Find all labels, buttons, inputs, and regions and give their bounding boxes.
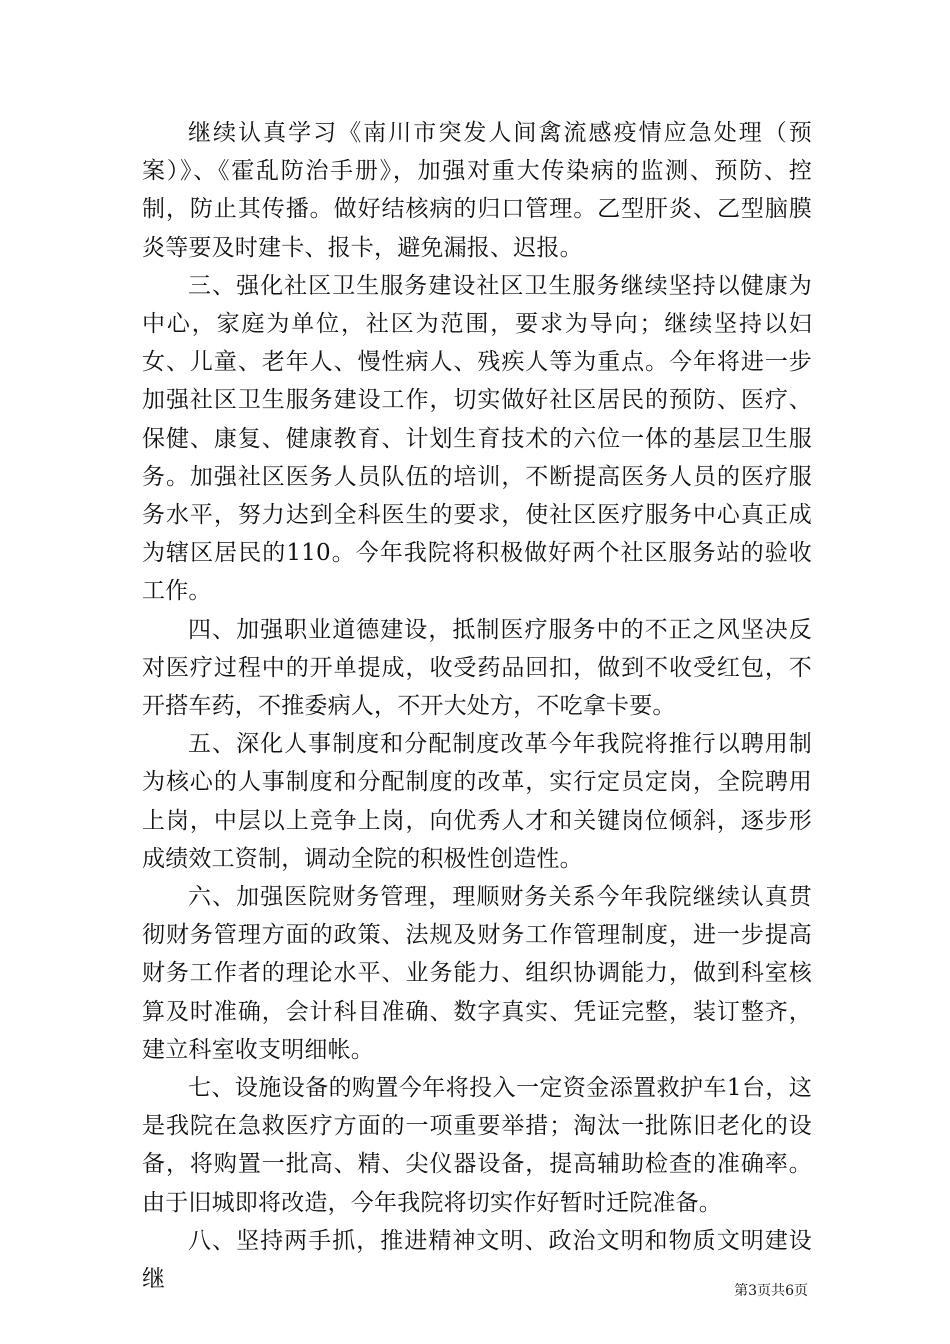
paragraph: 八、坚持两手抓，推进精神文明、政治文明和物质文明建设继 — [142, 1227, 812, 1293]
paragraph: 五、深化人事制度和分配制度改革今年我院将推行以聘用制为核心的人事制度和分配制度的改革，实行定员定岗，全院聘用上岗，中层以上竞争上岗，向优秀人才和关键岗位倾斜，逐步形成绩效工资制，调动全院的积极性创造性。 — [142, 731, 812, 872]
paragraph: 继续认真学习《南川市突发人间禽流感疫情应急处理（预案）》、《霍乱防治手册》，加强对重大传染病的监测、预防、控制，防止其传播。做好结核病的归口管理。乙型肝炎、乙型脑膜炎等要及时建卡、报卡，避免漏报、迟报。 — [142, 120, 812, 261]
paragraph: 三、强化社区卫生服务建设社区卫生服务继续坚持以健康为中心，家庭为单位，社区为范围，要求为导向；继续坚持以妇女、儿童、老年人、慢性病人、残疾人等为重点。今年将进一步加强社区卫生服务建设工作，切实做好社区居民的预防、医疗、保健、康复、健康教育、计划生育技术的六位一体的基层卫生服务。加强社区医务人员队伍的培训，不断提高医务人员的医疗服务水平，努力达到全科医生的要求，使社区医疗服务中心真正成为辖区居民的110。今年我院将积极做好两个社区服务站的验收工作。 — [142, 272, 812, 605]
paragraph: 六、加强医院财务管理，理顺财务关系今年我院继续认真贯彻财务管理方面的政策、法规及财务工作管理制度，进一步提高财务工作者的理论水平、业务能力、组织协调能力，做到科室核算及时准确，会计科目准确、数字真实、凭证完整，装订整齐，建立科室收支明细帐。 — [142, 884, 812, 1063]
paragraph: 七、设施设备的购置今年将投入一定资金添置救护车1台，这是我院在急救医疗方面的一项重要举措；淘汰一批陈旧老化的设备，将购置一批高、精、尖仪器设备，提高辅助检查的准确率。由于旧城即将改造，今年我院将切实作好暂时迁院准备。 — [142, 1075, 812, 1216]
document-body — [142, 114, 812, 1298]
page-number: 第3页共6页 — [734, 1283, 808, 1299]
paragraph: 四、加强职业道德建设，抵制医疗服务中的不正之风坚决反对医疗过程中的开单提成，收受药品回扣，做到不收受红包，不开搭车药，不推委病人，不开大处方，不吃拿卡要。 — [142, 616, 812, 720]
